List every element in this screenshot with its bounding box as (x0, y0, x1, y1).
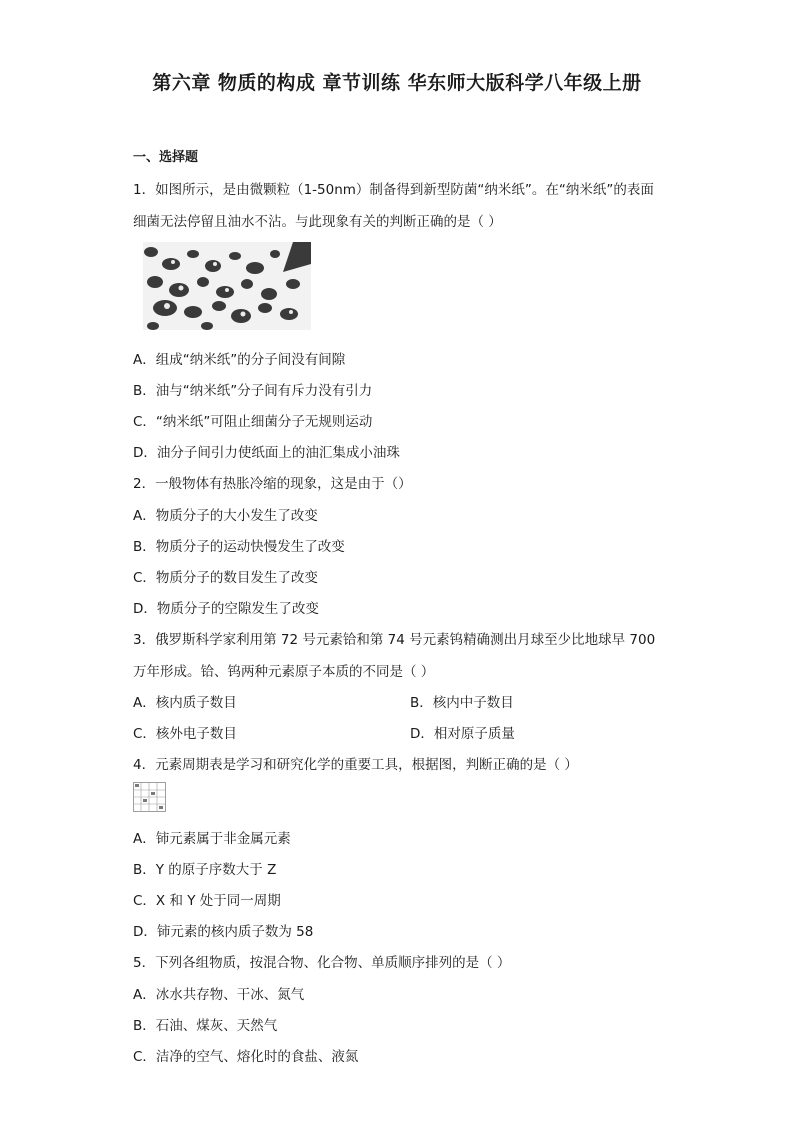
question-3-option-c: C．核外电子数目 (133, 726, 237, 742)
question-2-option-d: D．物质分子的空隙发生了改变 (133, 601, 319, 617)
question-3-stem-line-1: 3．俄罗斯科学家利用第 72 号元素铪和第 74 号元素钨精确测出月球至少比地球早 700 (133, 632, 656, 648)
question-3-option-a: A．核内质子数目 (133, 695, 237, 711)
question-1-option-c: C．“纳米纸”可阻止细菌分子无规则运动 (133, 414, 373, 430)
nanopaper-figure (143, 242, 311, 330)
question-5-option-a: A．冰水共存物、干冰、氮气 (133, 987, 305, 1003)
question-3-option-b: B．核内中子数目 (410, 695, 514, 711)
question-4-stem: 4．元素周期表是学习和研究化学的重要工具，根据图，判断正确的是（ ） (133, 757, 578, 773)
question-1-option-d: D．油分子间引力使纸面上的油汇集成小油珠 (133, 445, 400, 461)
question-1-stem-line-1: 1．如图所示，是由微颗粒（1-50nm）制备得到新型防菌“纳米纸”。在“纳米纸”的表面 (133, 182, 654, 198)
question-1-stem-line-2: 细菌无法停留且油水不沾。与此现象有关的判断正确的是（ ） (133, 214, 502, 230)
periodic-table-figure (133, 782, 166, 812)
page-title: 第六章 物质的构成 章节训练 华东师大版科学八年级上册 (152, 72, 642, 94)
question-5-option-c: C．洁净的空气、熔化时的食盐、液氮 (133, 1049, 359, 1065)
question-4-option-a: A．铈元素属于非金属元素 (133, 831, 291, 847)
question-2-option-b: B．物质分子的运动快慢发生了改变 (133, 539, 345, 555)
question-5-stem: 5．下列各组物质，按混合物、化合物、单质顺序排列的是（ ） (133, 955, 511, 971)
question-1-option-a: A．组成“纳米纸”的分子间没有间隙 (133, 352, 346, 368)
question-4-option-c: C．X 和 Y 处于同一周期 (133, 893, 281, 909)
question-2-option-a: A．物质分子的大小发生了改变 (133, 508, 318, 524)
question-2-option-c: C．物质分子的数目发生了改变 (133, 570, 318, 586)
question-5-option-b: B．石油、煤灰、天然气 (133, 1018, 278, 1034)
section-heading: 一、选择题 (133, 150, 199, 165)
question-4-option-b: B．Y 的原子序数大于 Z (133, 862, 277, 878)
question-3-stem-line-2: 万年形成。铪、钨两种元素原子本质的不同是（ ） (133, 664, 435, 680)
question-1-option-b: B．油与“纳米纸”分子间有斥力没有引力 (133, 383, 373, 399)
question-4-option-d: D．铈元素的核内质子数为 58 (133, 924, 314, 940)
question-3-option-d: D．相对原子质量 (410, 726, 515, 742)
question-2-stem: 2．一般物体有热胀冷缩的现象，这是由于（） (133, 476, 412, 492)
